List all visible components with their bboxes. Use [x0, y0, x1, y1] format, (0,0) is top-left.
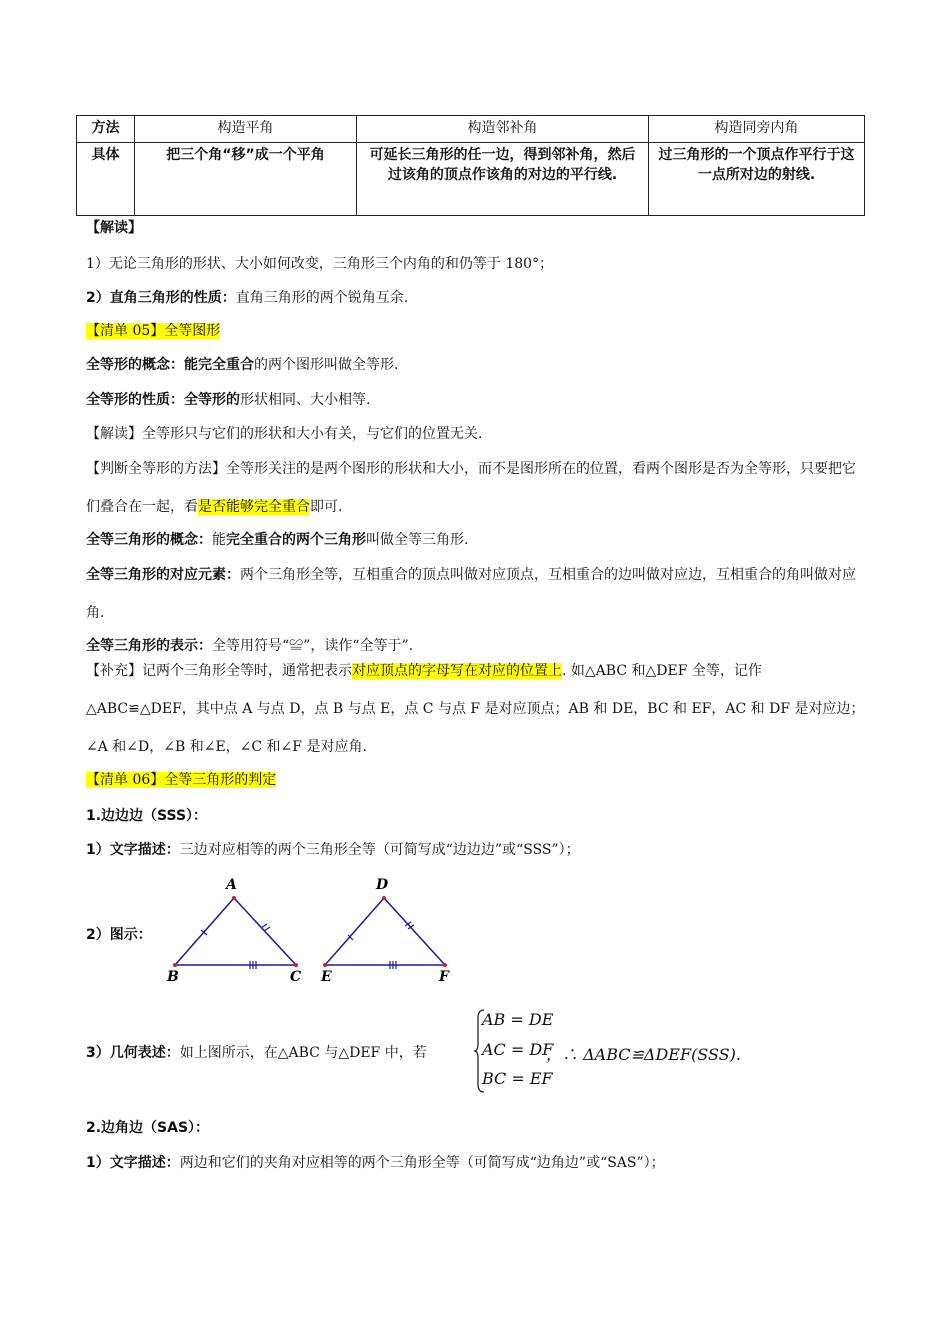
vertex-label: E [321, 969, 332, 985]
section-title: 【清单 05】全等图形 [86, 323, 221, 339]
text: 即可. [310, 499, 343, 515]
bold-text: 1）文字描述： [86, 842, 180, 858]
bold-text: 全等形的概念： [86, 357, 184, 373]
text: 三边对应相等的两个三角形全等（可简写成“边边边”或“SSS”）； [179, 842, 580, 858]
bold-text: 全等三角形的概念： [86, 532, 212, 548]
paragraph [86, 840, 580, 860]
table-cell: 把三个角“移”成一个平角 [135, 143, 357, 216]
table-cell: 构造同旁内角 [649, 116, 865, 143]
table-cell: 过三角形的一个顶点作平行于这一点所对边的射线. [649, 143, 865, 216]
text: 全等用符号“≌”，读作“全等于”. [212, 638, 414, 654]
paragraph [86, 652, 866, 766]
table-cell: 可延长三角形的任一边，得到邻补角，然后过该角的顶点作该角的对边的平行线. [357, 143, 649, 216]
bold-text: 3）几何表述： [86, 1045, 180, 1061]
figure-label: 2）图示： [86, 927, 152, 943]
text: 叫做全等三角形. [366, 532, 469, 548]
bold-text: 1）文字描述： [86, 1155, 180, 1171]
bold-text: 能完全重合 [184, 357, 254, 373]
section-heading [86, 770, 276, 790]
text: 的两个图形叫做全等形. [254, 357, 399, 373]
text: 【判断全等形的方法】全等形关注的是两个图形的形状和大小，而不是图形所在的位置，看两个图形是否为全等形，只要把它们叠合在一起，看 [86, 461, 856, 515]
text: 两边和它们的夹角对应相等的两个三角形全等（可简写成“边角边”或“SAS”）； [179, 1155, 665, 1171]
triangles-figure [160, 874, 460, 986]
bold-text: 完全重合的两个三角形 [226, 532, 366, 548]
bold-text: 全等形的性质：全等形的 [86, 392, 240, 408]
paragraph [86, 530, 468, 550]
paragraph: 【解读】全等形只与它们的形状和大小有关，与它们的位置无关. [86, 426, 483, 442]
paragraph [86, 1153, 665, 1173]
text: 两个三角形全等，互相重合的顶点叫做对应顶点，互相重合的边叫做对应边，互相重合的角叫做对应角. [86, 567, 856, 621]
equation: AB = DE [482, 1010, 554, 1029]
paragraph: 1）无论三角形的形状、大小如何改变，三角形三个内角的和仍等于 180°； [86, 256, 554, 272]
text: . 如△ABC 和△DEF 全等，记作△ABC≌△DEF，其中点 A 与点 D，点 B 与点 E，点 C 与点 F 是对应顶点；AB 和 DE，BC 和 EF，AC 和 DF 是对应边；∠A 和∠D，∠B 和∠E，∠C 和∠F 是对应角. [86, 663, 865, 755]
conclusion [546, 1042, 741, 1065]
equation: BC = EF [482, 1069, 553, 1088]
text: 能 [212, 532, 226, 548]
table-row [77, 143, 865, 216]
text: 直角三角形的两个锐角互余. [235, 290, 409, 306]
triangle-def [320, 877, 450, 985]
paragraph [86, 1043, 427, 1063]
section-heading: 【解读】 [86, 220, 142, 236]
highlighted-text: 对应顶点的字母写在对应的位置上 [352, 663, 562, 679]
table-cell: 方法 [77, 116, 135, 143]
paragraph [86, 288, 408, 308]
text: 如上图所示，在△ABC 与△DEF 中，若 [179, 1045, 427, 1061]
vertex-label: F [439, 969, 449, 985]
text: 【补充】记两个三角形全等时，通常把表示 [86, 663, 352, 679]
paragraph [86, 556, 866, 632]
vertex-label: C [290, 969, 302, 985]
subsection-title: 1.边边边（SSS）： [86, 808, 208, 824]
text: . [735, 1045, 741, 1064]
section-title: 【清单 06】全等三角形的判定 [86, 772, 277, 788]
text: 形状相同、大小相等. [240, 392, 371, 408]
table-cell: 构造邻补角 [357, 116, 649, 143]
methods-table [76, 115, 865, 216]
paragraph [86, 355, 398, 375]
subsection-title: 2.边角边（SAS）： [86, 1120, 210, 1136]
bold-text: 2）直角三角形的性质： [86, 290, 236, 306]
bold-text: 全等三角形的对应元素： [86, 567, 240, 583]
vertex-label: A [226, 877, 237, 893]
vertex-label: D [376, 877, 389, 893]
highlighted-text: 是否能够完全重合 [198, 499, 310, 515]
vertex-label: B [167, 969, 179, 985]
paragraph [86, 390, 370, 410]
section-heading [86, 321, 220, 341]
equation: AC = DF [482, 1040, 554, 1059]
conclusion-text: ，∴ ΔABC≌ΔDEF(SSS) [546, 1045, 736, 1064]
bold-text: 全等三角形的表示： [86, 638, 212, 654]
table-cell: 具体 [77, 143, 135, 216]
table-cell: 构造平角 [135, 116, 357, 143]
triangle-abc [166, 877, 301, 985]
paragraph [86, 450, 866, 526]
table-header-row [77, 116, 865, 143]
